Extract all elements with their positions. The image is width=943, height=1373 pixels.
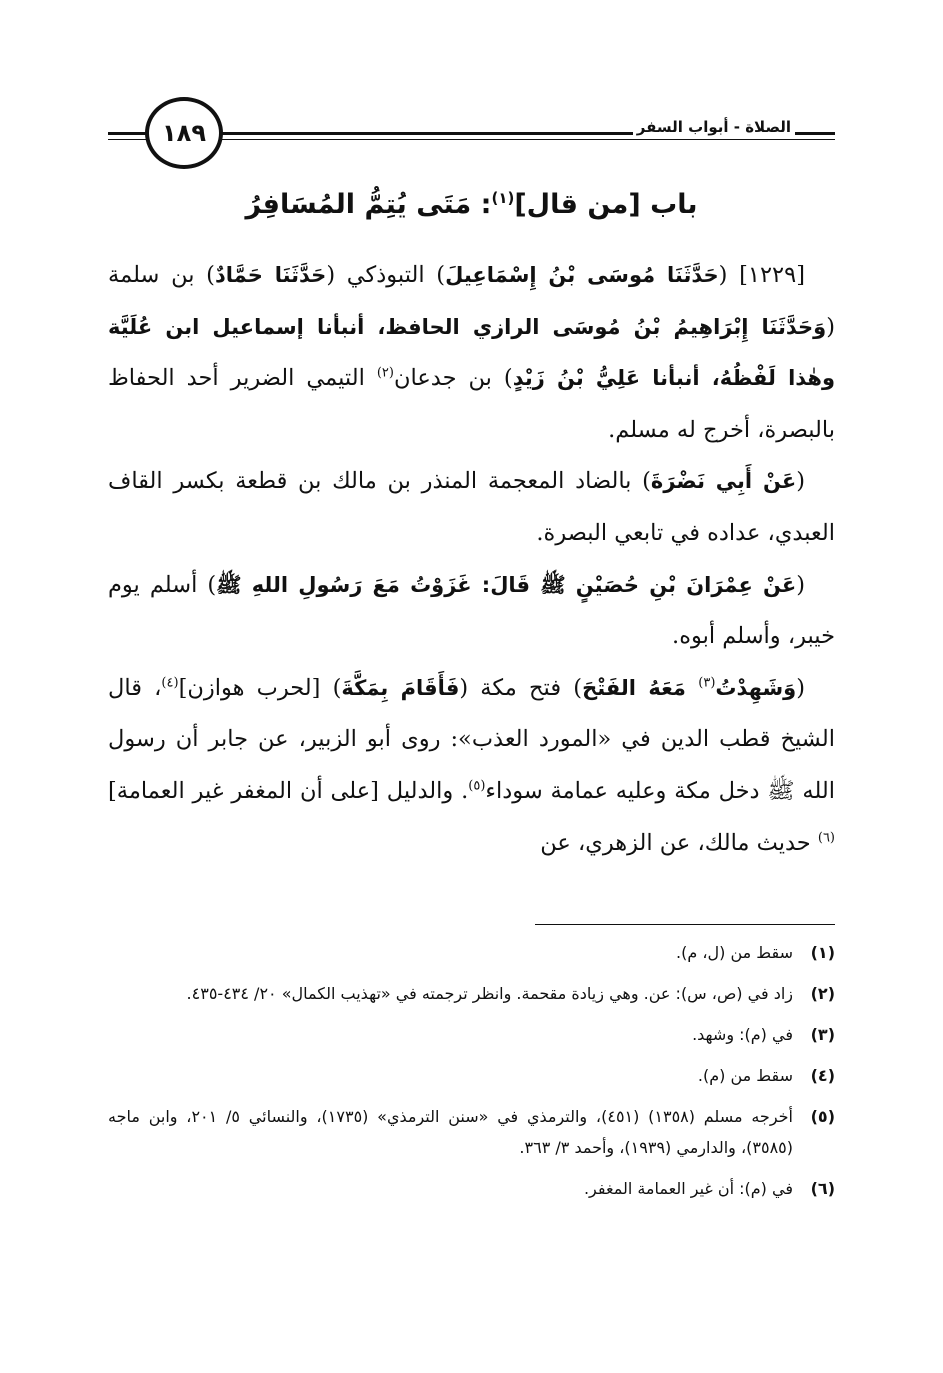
matn-segment: عَنْ عِمْرَانَ بْنِ حُصَيْنٍ ﷺ قَالَ: غَزَوْتُ مَعَ رَسُولِ اللهِ ﷺ (216, 572, 797, 597)
footnote (108, 1173, 835, 1204)
matn-segment: فَأَقَامَ بِمَكَّةَ (341, 675, 460, 700)
paragraph-abu-nadra (108, 456, 835, 559)
chapter-title-colon: : (471, 189, 492, 220)
text-segment: ) أسلم يوم خيبر، وأسلم أبوه. (108, 571, 835, 650)
matn-segment: وَحَدَّثَنَا إِبْرَاهِيمُ بْنُ مُوسَى (552, 314, 827, 339)
paragraph-imran (108, 560, 835, 663)
footnote-text: سقط من (ل، م). (676, 943, 793, 962)
footnote-ref: (٥) (468, 778, 486, 794)
footnote (108, 1060, 835, 1091)
text-segment: التيمي الضرير أحد الحفاظ بالبصرة، أخرج له مسلم. (108, 365, 835, 443)
chapter-title-main: مَتَى يُتِمُّ المُسَافِرُ (245, 189, 472, 220)
chapter-title (110, 178, 833, 225)
footnote-text: زاد في (ص، س): عن. وهي زيادة مقحمة. وانظر ترجمته في «تهذيب الكمال» ٢٠/ ٤٣٤-٤٣٥. (186, 984, 793, 1003)
footnote-text: في (م): وشهد. (692, 1025, 793, 1044)
footnote-number: (١) (810, 943, 835, 962)
text-segment: ، قال الشيخ قطب الدين في «المورد العذب»: روى أبو الزبير، عن جابر أن رسول الله ﷺ دخل مكة وعليه عمامة سوداء (108, 674, 836, 804)
text-segment (540, 314, 553, 340)
matn-segment: عَنْ أَبِي نَضْرَةَ (650, 469, 797, 494)
footnote-text: سقط من (م). (697, 1066, 793, 1085)
footnote-number: (٣) (810, 1025, 835, 1044)
matn-segment: حَدَّثَنَا مُوسَى بْنُ إِسْمَاعِيلَ (445, 263, 719, 287)
footnote-ref: (٢) (376, 365, 394, 381)
footnote (108, 1019, 835, 1050)
paragraph-hadith-isnad (108, 250, 835, 456)
paragraph-fath (108, 663, 835, 869)
page-number-text: ١٨٩ (162, 119, 206, 147)
matn-segment: الرازي الحافظ، أنبأنا إسماعيل ابن عُلَيَّة وهٰذا لَفْظُهُ، أنبأنا عَلِيُّ بْنُ زَيْدٍ (108, 314, 836, 391)
footnote-ref: (٣) (698, 675, 716, 691)
footnote-ref: (١) (491, 189, 515, 207)
running-title: الصلاة - أبواب السفر (633, 118, 795, 136)
text-segment: ) فتح مكة ( (459, 674, 583, 701)
text-segment: ) التبوذكي ( (326, 262, 446, 288)
footnote-ref: (٦) (817, 830, 835, 846)
page-number (145, 97, 223, 169)
footnote-number: (٦) (810, 1179, 835, 1198)
matn-segment: وَشَهِدْتُ (715, 675, 797, 700)
text-segment: ) بن جدعان (393, 365, 513, 392)
footnote-number: (٥) (810, 1107, 835, 1126)
text-segment: . والدليل [على أن المغفر غير العمامة] (108, 777, 469, 804)
footnote (108, 937, 835, 968)
text-segment: حديث مالك، عن الزهري، عن (540, 829, 818, 856)
text-segment: [١٢٢٩] ( (718, 262, 805, 288)
footnote-number: (٢) (810, 984, 835, 1003)
footnote-text: أخرجه مسلم (١٣٥٨) (٤٥١)، والترمذي في «سنن الترمذي» (١٧٣٥)، والنسائي ٥/ ٢٠١، وابن ماجه (٣٥٨٥)، والدارمي (١٩٣٩)، وأحمد ٣/ ٣٦٣. (108, 1107, 793, 1157)
matn-segment: مَعَهُ الفَتْحَ (582, 675, 699, 700)
text-segment: ( (796, 468, 805, 495)
text-segment: ( (796, 674, 806, 701)
footnote (108, 978, 835, 1009)
text-segment: ( (796, 571, 805, 598)
text-segment: ) [لحرب هوازن] (178, 674, 342, 701)
text-segment: ) بالضاد المعجمة المنذر بن مالك بن قطعة بكسر القاف العبدي، عداده في تابعي البصرة. (108, 468, 835, 546)
footnote-ref: (٤) (161, 675, 179, 691)
footnotes (108, 937, 835, 1214)
footnote-number: (٤) (810, 1066, 835, 1085)
chapter-title-prefix: باب [من قال] (514, 189, 698, 220)
matn-segment: حَدَّثَنَا حَمَّادٌ (214, 263, 327, 287)
main-text (108, 250, 835, 869)
text-segment: ) بن سلمة ( (108, 262, 835, 340)
footnote (108, 1101, 835, 1163)
footnote-separator (535, 924, 835, 925)
footnote-text: في (م): أن غير العمامة المغفر. (583, 1179, 793, 1198)
